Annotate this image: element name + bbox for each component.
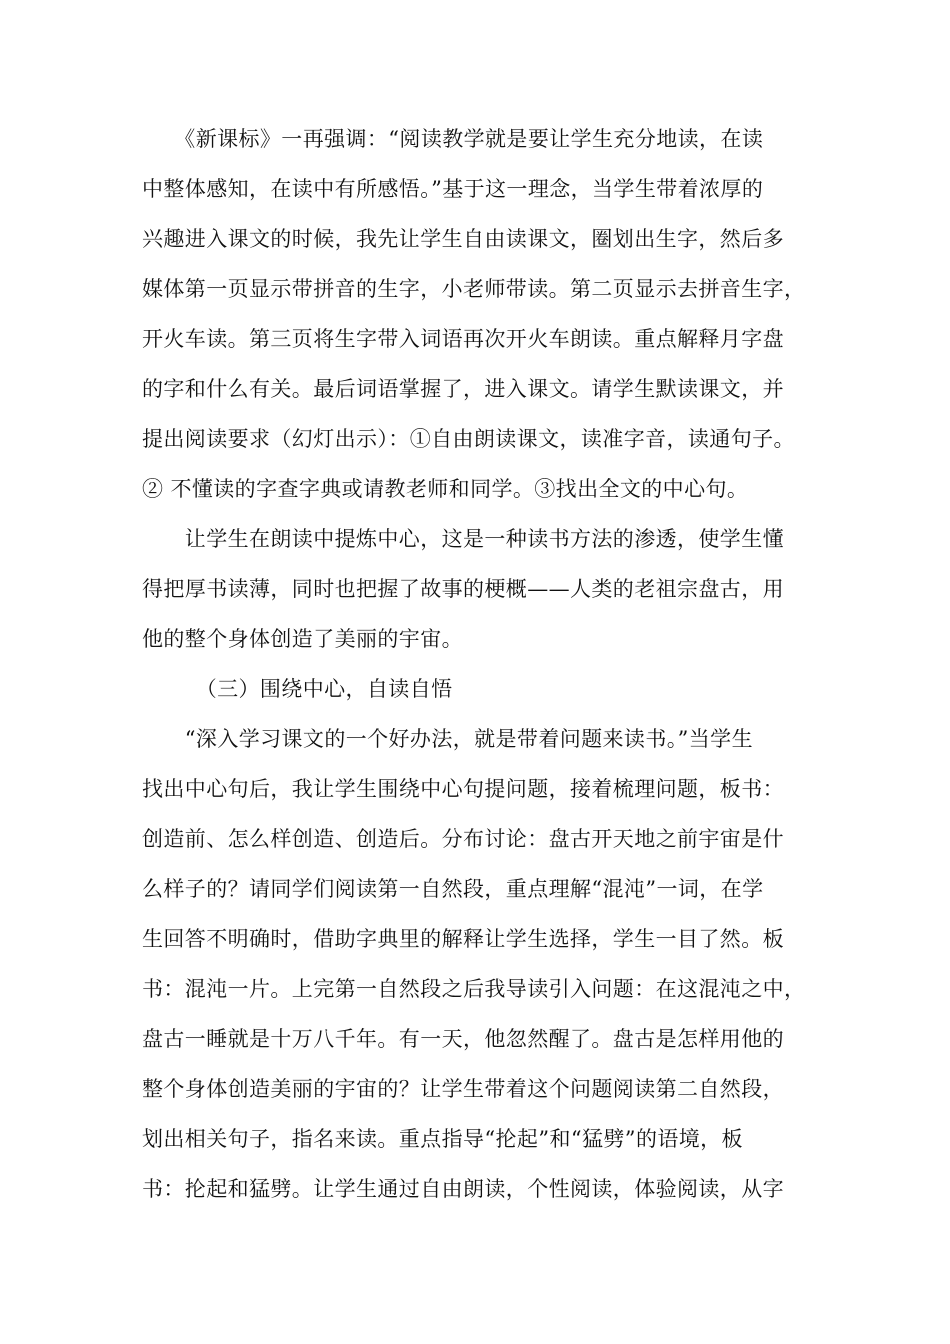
text-line: 开火车读。第三页将生字带入词语再次开火车朗读。重点解释月字盘 bbox=[142, 327, 784, 351]
text-line: 的字和什么有关。最后词语掌握了，进入课文。请学生默读课文，并 bbox=[142, 377, 784, 401]
text-line: 让学生在朗读中提炼中心，这是一种读书方法的渗透，使学生懂 bbox=[142, 527, 784, 551]
text-line: 划出相关句子，指名来读。重点指导“抡起”和“猛劈”的语境，板 bbox=[142, 1127, 743, 1151]
text-line: 书：混沌一片。上完第一自然段之后我导读引入问题：在这混沌之中， bbox=[142, 977, 806, 1001]
text-line: 找出中心句后，我让学生围绕中心句提问题，接着梳理问题，板书： bbox=[142, 777, 784, 801]
text-line: ② 不懂读的字查字典或请教老师和同学。③找出全文的中心句。 bbox=[142, 477, 749, 501]
text-line: “深入学习课文的一个好办法，就是带着问题来读书。”当学生 bbox=[142, 727, 753, 751]
text-line: 兴趣进入课文的时候，我先让学生自由读课文，圈划出生字，然后多 bbox=[142, 227, 784, 251]
text-line: 么样子的？请同学们阅读第一自然段，重点理解“混沌”一词，在学 bbox=[142, 877, 764, 901]
text-line: 创造前、怎么样创造、创造后。分布讨论：盘古开天地之前宇宙是什 bbox=[142, 827, 784, 851]
text-line: 中整体感知，在读中有所感悟。”基于这一理念，当学生带着浓厚的 bbox=[142, 177, 764, 201]
text-line: 盘古一睡就是十万八千年。有一天，他忽然醒了。盘古是怎样用他的 bbox=[142, 1027, 784, 1051]
text-line: 书：抡起和猛劈。让学生通过自由朗读，个性阅读，体验阅读，从字 bbox=[142, 1177, 784, 1201]
text-line: 他的整个身体创造了美丽的宇宙。 bbox=[142, 627, 463, 651]
text-line: 提出阅读要求（幻灯出示）：①自由朗读课文，读准字音，读通句子。 bbox=[142, 427, 795, 451]
text-line: 媒体第一页显示带拼音的生字，小老师带读。第二页显示去拼音生字， bbox=[142, 277, 806, 301]
section-heading: （三）围绕中心，自读自悟 bbox=[142, 677, 453, 701]
text-line: 生回答不明确时，借助字典里的解释让学生选择，学生一目了然。板 bbox=[142, 927, 784, 951]
text-line: 《新课标》一再强调：“阅读教学就是要让学生充分地读，在读 bbox=[142, 127, 764, 151]
text-line: 整个身体创造美丽的宇宙的？让学生带着这个问题阅读第二自然段， bbox=[142, 1077, 784, 1101]
text-line: 得把厚书读薄，同时也把握了故事的梗概——人类的老祖宗盘古，用 bbox=[142, 577, 784, 601]
